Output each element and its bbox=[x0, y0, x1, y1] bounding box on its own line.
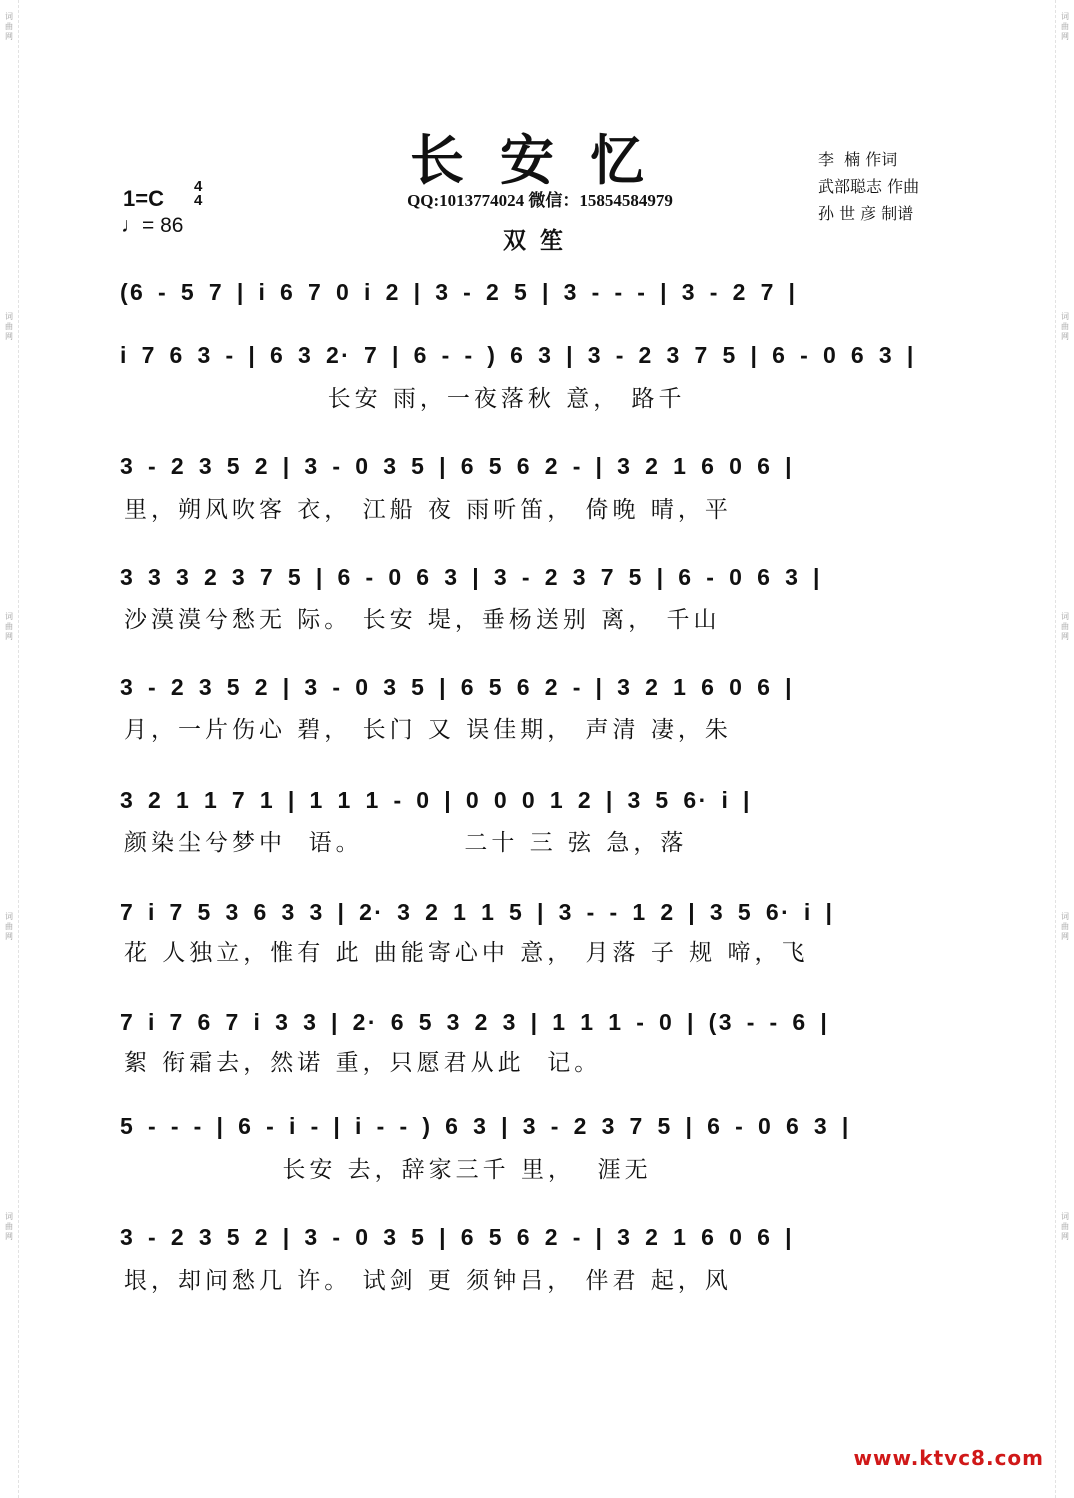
lyric-line-3: 里，朔风吹客 衣， 江船 夜 雨听笛， 倚晚 晴，平 bbox=[124, 497, 732, 523]
notation-line-8: 7 i 7 6 7 i 3 3 | 2· 6 5 3 2 3 | 1 1 1 - 0 | (3 - - 6 | bbox=[120, 1009, 830, 1035]
lyric-line-9: 长安 去，辞家三千 里， 涯无 bbox=[124, 1157, 652, 1183]
lyric-line-5: 月，一片伤心 碧， 长门 又 误佳期， 声清 凄，朱 bbox=[124, 717, 732, 743]
watermark-label: 词曲网 bbox=[5, 312, 13, 341]
watermark-label: 词曲网 bbox=[1061, 612, 1069, 641]
song-title: 长安忆 bbox=[410, 128, 680, 192]
tempo-marking: ♩= 86 bbox=[121, 214, 184, 237]
watermark-label: 词曲网 bbox=[5, 1212, 13, 1241]
notation-line-5: 3 - 2 3 5 2 | 3 - 0 3 5 | 6 5 6 2 - | 3 2 1 6 0 6 | bbox=[120, 674, 794, 700]
notation-line-3: 3 - 2 3 5 2 | 3 - 0 3 5 | 6 5 6 2 - | 3 2 1 6 0 6 | bbox=[120, 453, 794, 479]
notation-line-9: 5 - - - | 6 - i - | i - - ) 6 3 | 3 - 2 3 7 5 | 6 - 0 6 3 | bbox=[120, 1113, 851, 1139]
notation-line-4: 3 3 3 2 3 7 5 | 6 - 0 6 3 | 3 - 2 3 7 5 | 6 - 0 6 3 | bbox=[120, 564, 822, 590]
left-margin-strip bbox=[0, 0, 19, 1498]
watermark-label: 词曲网 bbox=[5, 912, 13, 941]
lyricist-credit: 李 楠 作词 bbox=[818, 150, 898, 169]
lyric-line-7: 花 人独立，惟有 此 曲能寄心中 意， 月落 子 规 啼，飞 bbox=[124, 940, 809, 966]
composer-credit: 武部聪志 作曲 bbox=[818, 177, 920, 196]
time-signature-bottom: 4 bbox=[194, 192, 203, 209]
lyric-line-8: 絮 衔霜去，然诺 重，只愿君从此 记。 bbox=[124, 1050, 602, 1076]
performer-name: 双笙 bbox=[503, 227, 577, 254]
contact-line: QQ:1013774024 微信：15854584979 bbox=[407, 191, 673, 210]
notation-line-2: i 7 6 3 - | 6 3 2· 7 | 6 - - ) 6 3 | 3 - 2 3 7 5 | 6 - 0 6 3 | bbox=[120, 342, 916, 368]
lyric-line-6: 颜染尘兮梦中 语。 二十 三 弦 急，落 bbox=[124, 830, 688, 856]
notation-line-1: (6 - 5 7 | i 6 7 0 i 2 | 3 - 2 5 | 3 - - - | 3 - 2 7 | bbox=[120, 279, 798, 305]
key-signature: 1=C bbox=[123, 186, 164, 211]
watermark-label: 词曲网 bbox=[1061, 1212, 1069, 1241]
right-margin-strip bbox=[1055, 0, 1074, 1498]
notation-line-7: 7 i 7 5 3 6 3 3 | 2· 3 2 1 1 5 | 3 - - 1 2 | 3 5 6· i | bbox=[120, 899, 835, 925]
watermark-label: 词曲网 bbox=[1061, 912, 1069, 941]
time-signature bbox=[194, 180, 202, 208]
lyric-line-10: 垠，却问愁几 许。 试剑 更 须钟吕， 伴君 起，风 bbox=[124, 1268, 732, 1294]
lyric-line-2: 长安 雨，一夜落秋 意， 路千 bbox=[124, 386, 686, 412]
transcriber-credit: 孙 世 彦 制谱 bbox=[818, 204, 914, 223]
notation-line-10: 3 - 2 3 5 2 | 3 - 0 3 5 | 6 5 6 2 - | 3 2 1 6 0 6 | bbox=[120, 1224, 794, 1250]
watermark-label: 词曲网 bbox=[5, 612, 13, 641]
notation-line-6: 3 2 1 1 7 1 | 1 1 1 - 0 | 0 0 0 1 2 | 3 5 6· i | bbox=[120, 787, 752, 813]
time-signature-top: 4 bbox=[194, 178, 203, 195]
watermark-label: 词曲网 bbox=[1061, 12, 1069, 41]
site-logo: www.ktvc8.com bbox=[853, 1446, 1044, 1470]
watermark-label: 词曲网 bbox=[1061, 312, 1069, 341]
watermark-label: 词曲网 bbox=[5, 12, 13, 41]
credits-block bbox=[818, 146, 919, 227]
lyric-line-4: 沙漠漠兮愁无 际。 长安 堤，垂杨送别 离， 千山 bbox=[124, 607, 721, 633]
